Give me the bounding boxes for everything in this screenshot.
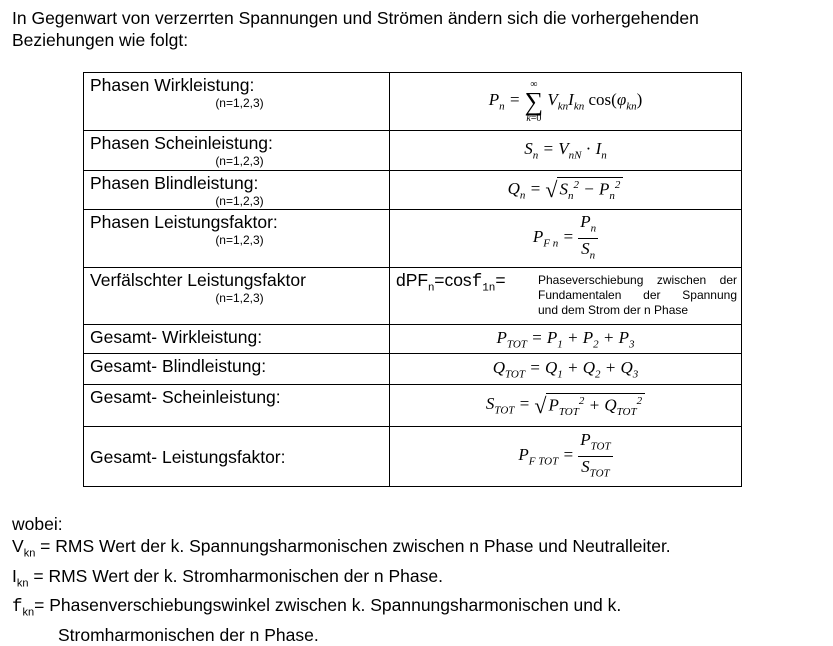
table-row xyxy=(84,354,742,385)
table-row xyxy=(84,73,742,131)
definition-current: $I_{kn}$ = RMS Wert der k. Stromharmonischen der n Phase. xyxy=(12,565,443,589)
label-cell xyxy=(84,210,390,268)
definition-phase-angle-cont: Stromharmonischen der n Phase. xyxy=(58,624,319,645)
row-label-phase-apparent-power: Phasen Scheinleistung: xyxy=(90,133,273,153)
label-cell xyxy=(84,171,390,210)
label-cell xyxy=(84,427,390,487)
table-row xyxy=(84,171,742,210)
formula-total-active-power: $P_{TOT} = P_1 + P_2 + P_3$ xyxy=(390,325,742,354)
formula-displacement-power-factor xyxy=(390,268,742,325)
row-label-total-reactive-power: Gesamt- Blindleistung: xyxy=(90,356,267,376)
label-cell xyxy=(84,268,390,325)
label-cell xyxy=(84,131,390,171)
formula-total-reactive-power: $Q_{TOT} = Q_1 + Q_2 + Q_3$ xyxy=(390,354,742,385)
definitions-title: wobei: xyxy=(12,514,63,534)
table-row xyxy=(84,325,742,354)
formula-total-apparent-power: $S_{TOT}$ = √ $P_{TOT}^2 + Q_{TOT}^2$ xyxy=(390,385,742,427)
table-row xyxy=(84,385,742,427)
formula-total-power-factor: $P_{F TOT}$ = $\frac{P_{TOT}}{S_{TOT}}$ xyxy=(390,427,742,487)
row-label-phase-power-factor: Phasen Leistungsfaktor: xyxy=(90,212,278,232)
table-row xyxy=(84,268,742,325)
row-label-total-apparent-power: Gesamt- Scheinleistung: xyxy=(90,387,281,407)
intro-paragraph xyxy=(12,7,824,51)
label-cell xyxy=(84,385,390,427)
row-label-total-power-factor: Gesamt- Leistungsfaktor: xyxy=(90,447,286,467)
definition-voltage: $V_{kn}$ = RMS Wert der k. Spannungsharmonischen zwischen n Phase und Neutralleiter. xyxy=(12,536,671,560)
table-row xyxy=(84,131,742,171)
dpf-description: Phaseverschiebung zwischen der Fundamentalen der Spannung und dem Strom der n Phase xyxy=(538,273,737,317)
intro-line-1: In Gegenwart von verzerrten Spannungen und Strömen ändern sich die vorhergehenden xyxy=(12,8,699,28)
row-label-phase-reactive-power: Phasen Blindleistung: xyxy=(90,173,259,193)
formula-phase-active-power: $P_n$ = ∞ ∑ k=0 $V_{kn}I_{kn}$ $\cos(\varphi_{kn})$ xyxy=(390,73,742,131)
label-cell xyxy=(84,73,390,131)
table-row xyxy=(84,427,742,487)
formula-phase-apparent-power: $S_n = V_{nN} \cdot I_n$ xyxy=(390,131,742,171)
row-sublabel: (n=1,2,3) xyxy=(215,96,264,110)
row-label-phase-active-power: Phasen Wirkleistung: xyxy=(90,75,255,95)
label-cell xyxy=(84,354,390,385)
row-sublabel: (n=1,2,3) xyxy=(215,233,264,247)
formula-phase-power-factor: $P_{F n}$ = $\frac{P_n}{S_n}$ xyxy=(390,210,742,268)
definition-phase-angle: $f_{kn}=$ Phasenverschiebungswinkel zwischen k. Spannungsharmonischen und k. xyxy=(12,595,622,619)
intro-line-2: Beziehungen wie folgt: xyxy=(12,30,189,50)
dpf-equation: dPF$_n$=cosf$_{1n}$= xyxy=(396,270,506,295)
formula-phase-reactive-power: $Q_n$ = √ $S_n^2 - P_n^2$ xyxy=(390,171,742,210)
row-sublabel: (n=1,2,3) xyxy=(215,291,264,305)
row-sublabel: (n=1,2,3) xyxy=(215,194,264,208)
table-row xyxy=(84,210,742,268)
label-cell xyxy=(84,325,390,354)
row-sublabel: (n=1,2,3) xyxy=(215,154,264,168)
power-formula-table xyxy=(83,72,742,487)
row-label-displacement-power-factor: Verfälschter Leistungsfaktor xyxy=(90,270,306,290)
row-label-total-active-power: Gesamt- Wirkleistung: xyxy=(90,327,263,347)
definitions xyxy=(12,513,827,646)
